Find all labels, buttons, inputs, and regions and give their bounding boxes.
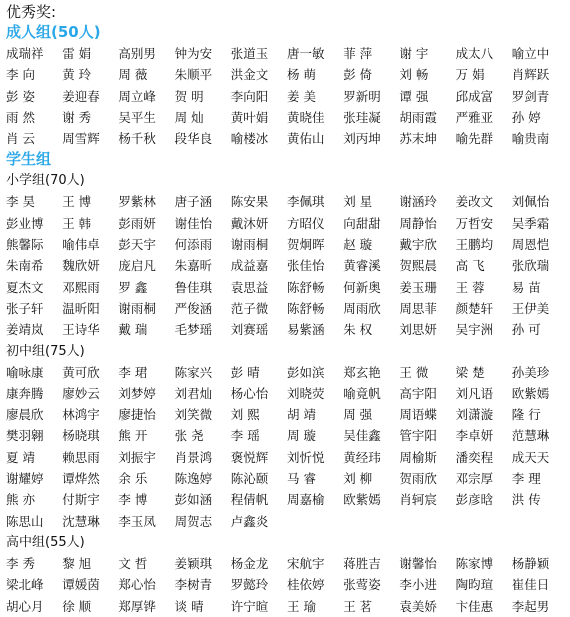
name-cell	[287, 511, 341, 532]
name-cell: 张莺姿	[343, 577, 381, 593]
name-cell: 黄 玲	[62, 67, 92, 83]
name-cell: 雷 娟	[62, 46, 92, 61]
name-cell: 刘 星	[343, 194, 373, 210]
name-cell: 余 乐	[118, 471, 148, 487]
name-cell: 刘 畅	[399, 67, 429, 83]
name-cell: 康奔腾	[6, 385, 44, 401]
name-cell: 谭 强	[399, 88, 429, 104]
name-cell: 夏 靖	[6, 449, 35, 465]
name-cell: 王 茗	[343, 598, 373, 614]
name-row	[6, 64, 566, 85]
name-cell: 钟为安	[174, 46, 213, 61]
name-cell: 陈家兴	[174, 364, 213, 380]
name-cell: 谭烨然	[62, 471, 100, 487]
name-cell: 吴宇洲	[455, 322, 494, 338]
name-cell: 欧紫嫣	[511, 385, 550, 401]
name-cell: 喻先群	[455, 131, 494, 147]
name-cell: 陈安果	[230, 194, 269, 210]
name-cell: 刘潇漩	[455, 407, 494, 423]
name-cell: 肖 云	[6, 131, 35, 147]
name-cell: 许宁暄	[230, 598, 269, 614]
group-heading: 学生组	[6, 150, 52, 169]
name-cell: 夏杰文	[6, 279, 44, 295]
name-cell: 谈 晴	[174, 598, 204, 614]
name-cell: 姜颖琪	[174, 555, 213, 571]
name-cell: 付斯宇	[62, 492, 100, 508]
name-cell: 陈家博	[455, 555, 494, 571]
name-cell: 苏末坤	[399, 131, 437, 147]
name-cell: 黄可欣	[62, 364, 100, 380]
name-cell: 袁美娇	[399, 598, 437, 614]
name-cell: 谭媛茵	[62, 577, 100, 593]
name-cell: 颜楚轩	[455, 300, 494, 316]
name-cell: 唐一敏	[287, 46, 325, 61]
name-cell: 周贺志	[174, 513, 213, 529]
name-cell: 周 薇	[118, 67, 148, 83]
name-cell: 程倩帆	[230, 492, 269, 508]
name-cell: 贺雨欣	[399, 471, 437, 487]
name-cell: 何新奥	[343, 279, 381, 295]
name-cell: 洪 传	[511, 492, 541, 508]
name-cell: 谢 秀	[62, 109, 92, 125]
name-cell: 张欣瑞	[511, 258, 550, 274]
name-cell: 张子轩	[6, 300, 44, 316]
name-cell: 吴佳鑫	[343, 428, 381, 444]
name-cell	[456, 511, 510, 532]
name-cell: 张道玉	[230, 46, 269, 61]
name-cell: 温昕阳	[62, 300, 100, 316]
name-cell: 鲁佳琪	[174, 279, 213, 295]
name-cell: 杨 萌	[287, 67, 316, 83]
name-cell: 邓宗厚	[455, 471, 494, 487]
name-cell: 易 苗	[511, 279, 541, 295]
name-cell: 李 秀	[6, 555, 35, 571]
name-row	[6, 107, 566, 128]
name-cell: 雨 然	[6, 109, 35, 125]
subgroup-heading: 高中组(55人)	[6, 534, 85, 550]
name-cell: 喻咏康	[6, 364, 44, 380]
name-cell: 罗剑青	[511, 88, 550, 104]
name-cell: 成瑞祥	[6, 46, 44, 61]
name-row	[6, 574, 566, 595]
name-cell	[512, 511, 566, 532]
name-cell: 梁 楚	[455, 364, 485, 380]
name-row	[6, 447, 566, 468]
name-cell: 罗紫林	[118, 194, 156, 210]
name-cell: 崔佳日	[511, 577, 550, 593]
name-cell: 蒋胜吉	[343, 555, 381, 571]
page-title: 优秀奖:	[6, 3, 57, 21]
name-cell: 袁思益	[230, 279, 269, 295]
name-cell	[343, 511, 397, 532]
name-cell: 廖妙云	[62, 385, 100, 401]
name-cell: 胡 靖	[287, 407, 316, 423]
name-cell: 朱 权	[343, 322, 373, 338]
name-cell: 戴 瑞	[118, 322, 148, 338]
name-row	[6, 86, 566, 107]
name-cell: 刘梦婷	[118, 385, 156, 401]
name-cell: 李玉凤	[118, 513, 156, 529]
name-cell: 高 飞	[455, 258, 485, 274]
name-row	[6, 468, 566, 489]
name-cell: 杨金龙	[230, 555, 269, 571]
name-cell: 李卓妍	[455, 428, 494, 444]
name-cell: 李向阳	[230, 88, 269, 104]
name-row	[6, 489, 566, 510]
name-cell: 万哲安	[455, 215, 494, 231]
name-row	[6, 511, 566, 532]
name-cell: 周雪辉	[62, 131, 100, 147]
name-cell: 周思菲	[399, 300, 437, 316]
name-cell: 洪金文	[230, 67, 269, 83]
name-cell: 谢耀婷	[6, 471, 44, 487]
name-cell: 邓熙雨	[62, 279, 100, 295]
name-cell: 彭雨妍	[118, 215, 156, 231]
name-cell: 彭彦晗	[455, 492, 494, 508]
name-cell: 喻竟帆	[343, 385, 381, 401]
name-cell: 朱顺平	[174, 67, 213, 83]
name-cell: 李起男	[511, 598, 550, 614]
name-cell: 胡雨霞	[399, 109, 437, 125]
name-row	[6, 404, 566, 425]
name-cell: 陈舒畅	[287, 279, 325, 295]
name-cell: 卞佳惠	[455, 598, 494, 614]
name-cell: 周恩恺	[511, 237, 550, 253]
name-cell: 郑厚铧	[118, 598, 156, 614]
name-cell: 周榆斯	[399, 449, 437, 465]
name-cell: 谢雨桐	[118, 300, 156, 316]
name-cell: 喻伟卓	[62, 237, 100, 253]
name-cell: 黎 旭	[62, 555, 92, 571]
name-cell: 陶昀瑄	[455, 577, 494, 593]
name-cell: 彭如滨	[287, 364, 325, 380]
name-cell: 姜改文	[455, 194, 494, 210]
name-cell: 菲 萍	[343, 46, 373, 61]
name-cell: 毛梦瑶	[174, 322, 213, 338]
name-row	[6, 362, 566, 383]
name-cell: 魏欣妍	[62, 258, 100, 274]
subgroup-heading: 小学组(70人)	[6, 173, 85, 189]
name-cell: 何添雨	[174, 237, 213, 253]
name-cell: 彭如涵	[174, 492, 213, 508]
name-cell: 赖思雨	[62, 449, 100, 465]
name-cell: 周语蝶	[399, 407, 437, 423]
name-cell: 彭业博	[6, 215, 44, 231]
name-cell: 王 瑜	[287, 598, 316, 614]
name-cell: 范子微	[230, 300, 269, 316]
name-cell: 孙 可	[511, 322, 541, 338]
name-cell: 贺 明	[174, 88, 204, 104]
name-cell: 孙美珍	[511, 364, 550, 380]
name-cell: 戴宇欣	[399, 237, 437, 253]
name-cell: 喻贵南	[511, 131, 550, 147]
name-cell: 李小进	[399, 577, 437, 593]
name-cell: 张 尧	[174, 428, 204, 444]
name-cell: 马 睿	[287, 471, 316, 487]
name-cell: 王 微	[399, 364, 429, 380]
name-cell: 周 璇	[287, 428, 316, 444]
name-cell: 郑心怡	[118, 577, 156, 593]
name-cell: 熊 亦	[6, 492, 35, 508]
name-cell: 熊 开	[118, 428, 148, 444]
name-cell: 彭天宇	[118, 237, 156, 253]
name-cell: 彭 姿	[6, 88, 35, 104]
name-cell: 谢馨怡	[399, 555, 437, 571]
name-cell: 黄佑山	[287, 131, 325, 147]
name-row	[6, 191, 566, 212]
name-cell: 管宇阳	[399, 428, 437, 444]
name-cell: 刘凡语	[455, 385, 494, 401]
name-cell: 廖晨欣	[6, 407, 44, 423]
name-cell: 杨千秋	[118, 131, 156, 147]
name-row	[6, 277, 566, 298]
name-cell: 严俊涵	[174, 300, 213, 316]
name-cell: 王鹏均	[455, 237, 494, 253]
name-cell: 廖捷怡	[118, 407, 156, 423]
name-cell: 陈舒畅	[287, 300, 325, 316]
name-cell: 唐子涵	[174, 194, 213, 210]
name-cell: 贺炯晖	[287, 237, 325, 253]
name-cell: 李佩琪	[287, 194, 325, 210]
name-cell: 李 博	[118, 492, 148, 508]
name-cell: 万 娟	[455, 67, 485, 83]
name-cell: 罗 鑫	[118, 279, 148, 295]
name-cell: 周立峰	[118, 88, 156, 104]
name-cell: 林鸿宇	[62, 407, 100, 423]
name-cell: 陈沁颐	[230, 471, 269, 487]
name-row	[6, 255, 566, 276]
name-cell: 宋航宇	[287, 555, 325, 571]
name-cell: 黄晓佳	[287, 109, 325, 125]
name-cell: 黄经玮	[343, 449, 381, 465]
name-cell: 李 瑶	[230, 428, 260, 444]
name-cell: 沈慧琳	[62, 513, 100, 529]
name-cell: 王 博	[62, 194, 92, 210]
name-cell: 姜 美	[287, 88, 316, 104]
name-cell: 潘奕程	[455, 449, 494, 465]
name-cell: 张佳怡	[287, 258, 325, 274]
name-row	[6, 43, 566, 64]
name-cell: 王 韩	[62, 215, 92, 231]
name-cell: 谢雨桐	[230, 237, 269, 253]
name-row	[6, 319, 566, 340]
name-row	[6, 234, 566, 255]
name-cell: 姜玉珊	[399, 279, 437, 295]
name-cell: 戴沐妍	[230, 215, 269, 231]
name-cell: 李 理	[511, 471, 541, 487]
name-cell: 王 蓉	[455, 279, 485, 295]
name-row	[6, 128, 566, 149]
name-cell: 罗懿玲	[230, 577, 269, 593]
name-cell: 肖辉跃	[511, 67, 550, 83]
name-cell: 罗新明	[343, 88, 381, 104]
award-content	[6, 22, 566, 617]
name-cell: 李 昊	[6, 194, 35, 210]
name-cell: 黄睿溪	[343, 258, 381, 274]
name-cell: 朱南希	[6, 258, 44, 274]
name-cell: 周 强	[343, 407, 373, 423]
name-cell: 孙 婷	[511, 109, 541, 125]
name-cell: 刘佩怡	[511, 194, 550, 210]
name-cell: 刘忻悦	[287, 449, 325, 465]
name-cell: 刘 熙	[230, 407, 260, 423]
name-cell: 喻立中	[511, 46, 550, 61]
name-cell	[399, 511, 453, 532]
name-cell: 黄叶娟	[230, 109, 269, 125]
name-cell: 李 向	[6, 67, 35, 83]
name-cell: 胡心月	[6, 598, 44, 614]
name-cell: 范慧琳	[511, 428, 550, 444]
name-cell: 刘丙坤	[343, 131, 381, 147]
name-cell: 卢鑫炎	[230, 513, 269, 529]
name-cell: 贺熙晨	[399, 258, 437, 274]
name-cell: 姜迎春	[62, 88, 100, 104]
name-cell: 欧紫嫣	[343, 492, 381, 508]
name-cell: 肖景鸿	[174, 449, 213, 465]
name-cell: 成益嘉	[230, 258, 269, 274]
name-cell: 樊羽翱	[6, 428, 44, 444]
name-cell: 邱成富	[455, 88, 494, 104]
name-cell: 刘君灿	[174, 385, 213, 401]
group-heading: 成人组(50人)	[6, 23, 101, 41]
name-cell: 刘振宇	[118, 449, 156, 465]
subgroup-heading: 初中组(75人)	[6, 343, 85, 359]
name-cell: 谢佳怡	[174, 215, 213, 231]
name-cell: 王伊美	[511, 300, 550, 316]
name-cell: 吴季霜	[511, 215, 550, 231]
name-cell: 陈逸婷	[174, 471, 213, 487]
name-cell: 成太八	[455, 46, 494, 61]
name-cell: 杨心怡	[230, 385, 269, 401]
name-cell: 褒悦辉	[230, 449, 269, 465]
name-cell: 彭 倚	[343, 67, 373, 83]
name-cell: 李 珺	[118, 364, 148, 380]
name-cell: 杨静颖	[511, 555, 550, 571]
name-cell: 喻楼冰	[230, 131, 269, 147]
name-cell: 彭 晴	[230, 364, 260, 380]
name-row	[6, 383, 566, 404]
name-cell: 赵 璇	[343, 237, 373, 253]
name-cell: 周雨欣	[343, 300, 381, 316]
name-cell: 桂依婷	[287, 577, 325, 593]
name-cell: 高宇阳	[399, 385, 437, 401]
name-cell: 王诗华	[62, 322, 100, 338]
name-row	[6, 425, 566, 446]
name-cell: 李树青	[174, 577, 213, 593]
name-cell: 成天天	[511, 449, 550, 465]
name-cell: 隆 行	[511, 407, 541, 423]
name-cell: 熊馨际	[6, 237, 44, 253]
name-row	[6, 298, 566, 319]
name-row	[6, 596, 566, 617]
name-row	[6, 213, 566, 234]
name-cell: 庞启凡	[118, 258, 156, 274]
name-cell: 刘笑微	[174, 407, 213, 423]
name-cell: 梁北峰	[6, 577, 44, 593]
name-cell: 朱嘉昕	[174, 258, 213, 274]
name-cell: 刘 柳	[343, 471, 373, 487]
name-cell: 杨晓琪	[62, 428, 100, 444]
name-cell: 谢涵玲	[399, 194, 437, 210]
name-cell: 刘思妍	[399, 322, 437, 338]
name-cell: 徐 顺	[62, 598, 92, 614]
name-cell: 刘晓荧	[287, 385, 325, 401]
name-cell: 姜靖岚	[6, 322, 44, 338]
name-cell: 肖轲宸	[399, 492, 437, 508]
name-cell: 郑玄艳	[343, 364, 381, 380]
name-cell: 周静怡	[399, 215, 437, 231]
name-cell: 段华良	[174, 131, 213, 147]
name-cell: 文 哲	[118, 555, 148, 571]
name-cell: 向甜甜	[343, 215, 381, 231]
name-cell: 方昭仪	[287, 215, 325, 231]
name-cell: 刘赛瑶	[230, 322, 269, 338]
name-cell: 周嘉榆	[287, 492, 325, 508]
name-cell: 谢 宇	[399, 46, 429, 61]
name-cell: 高别男	[118, 46, 156, 61]
name-cell: 陈思山	[6, 513, 44, 529]
name-cell: 张珪凝	[343, 109, 381, 125]
name-row	[6, 553, 566, 574]
name-cell: 易紫涵	[287, 322, 325, 338]
name-cell: 严雅亚	[455, 109, 494, 125]
name-cell: 周 灿	[174, 109, 204, 125]
name-cell: 吴平生	[118, 109, 156, 125]
